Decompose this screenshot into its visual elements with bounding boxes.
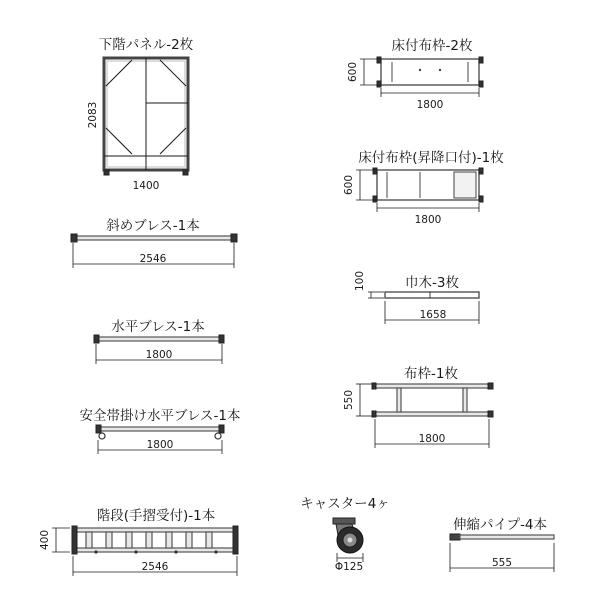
- extension-pipe-width: 555: [491, 557, 513, 569]
- safety-brace-label: 安全帯掛け水平ブレス-1本: [79, 408, 241, 424]
- diagonal-brace-width: 2546: [139, 253, 167, 265]
- horizontal-brace-label: 水平ブレス-1本: [111, 319, 205, 335]
- diagonal-brace-drawing: [71, 217, 237, 268]
- ladder-width: 2546: [141, 561, 169, 573]
- ladder-height: 400: [39, 529, 51, 551]
- floor-frame-width: 1800: [416, 99, 444, 111]
- horizontal-brace-drawing: [94, 318, 224, 364]
- cloth-frame-drawing: [343, 365, 493, 448]
- toe-board-width: 1658: [419, 309, 447, 321]
- floor-frame-label: 床付布枠-2枚: [391, 38, 473, 54]
- caster-diameter: Φ125: [334, 561, 364, 573]
- cloth-frame-height: 550: [343, 389, 355, 411]
- ladder-label: 階段(手摺受付)-1本: [96, 508, 216, 524]
- caster-label: キャスター4ヶ: [300, 496, 390, 512]
- cloth-frame-label: 布枠-1枚: [404, 366, 458, 382]
- lower-panel-label: 下階パネル-2枚: [98, 37, 194, 53]
- toe-board-label: 巾木-3枚: [405, 275, 459, 291]
- extension-pipe-label: 伸縮パイプ-4本: [452, 517, 548, 533]
- toe-board-drawing: [354, 271, 479, 324]
- lower-panel-width: 1400: [132, 180, 160, 192]
- floor-frame-height: 600: [347, 61, 359, 83]
- caster-drawing: [300, 496, 390, 573]
- floor-frame-hatch-label: 床付布枠(昇降口付)-1枚: [358, 150, 504, 166]
- floor-frame-hatch-drawing: [343, 149, 504, 226]
- ladder-drawing: [39, 507, 238, 576]
- lower-panel-drawing: [87, 36, 194, 192]
- extension-pipe-drawing: [450, 516, 554, 572]
- diagonal-brace-label: 斜めブレス-1本: [106, 218, 200, 234]
- safety-brace-drawing: [79, 407, 240, 454]
- safety-brace-width: 1800: [146, 439, 174, 451]
- floor-frame-hatch-width: 1800: [414, 214, 442, 226]
- cloth-frame-width: 1800: [418, 433, 446, 445]
- floor-frame-drawing: [347, 37, 483, 111]
- horizontal-brace-width: 1800: [145, 349, 173, 361]
- toe-board-height: 100: [354, 270, 366, 292]
- lower-panel-height: 2083: [87, 101, 99, 129]
- floor-frame-hatch-height: 600: [343, 174, 355, 196]
